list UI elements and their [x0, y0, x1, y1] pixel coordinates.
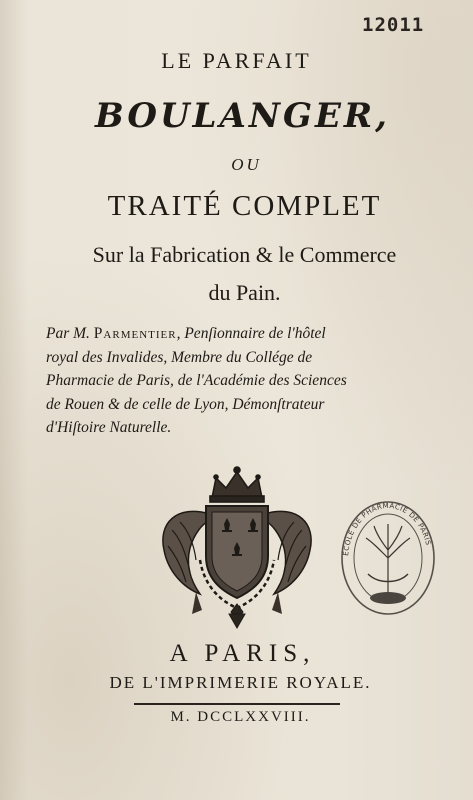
- title-line-1: LE PARFAIT: [161, 48, 312, 73]
- library-stamp-icon: [338, 498, 438, 618]
- author-name: Parmentier: [93, 325, 177, 342]
- title-line-3: TRAITÉ COMPLET: [107, 190, 382, 222]
- shelfmark-number: 12011: [362, 14, 425, 36]
- author-line-4: de Rouen & de celle de Lyon, Démonſtrateur: [46, 395, 325, 413]
- author-line-3: Pharmacie de Paris, de l'Académie des Sciences: [46, 372, 347, 389]
- imprint-date: M. DCCLXXVIII.: [170, 709, 311, 725]
- royal-coat-of-arms-icon: [156, 464, 318, 630]
- author-line-1: [46, 322, 426, 346]
- author-line-5: d'Hiſtoire Naturelle.: [46, 419, 172, 436]
- stamp-text: ECOLE DE PHARMACIE DE PARIS: [342, 501, 433, 557]
- author-prefix: Par M.: [46, 325, 94, 342]
- title-line-2: BOULANGER,: [94, 96, 391, 136]
- author-statement: [46, 322, 426, 440]
- imprint-printer: DE L'IMPRIMERIE ROYALE.: [109, 673, 372, 692]
- imprint-divider: [134, 703, 340, 705]
- subtitle-line-1: Sur la Fabrication & le Commerce: [92, 242, 397, 267]
- author-line-1-rest: , Penſionnaire de l'hôtel: [176, 325, 326, 342]
- author-line-2: royal des Invalides, Membre du Collége de: [46, 348, 313, 366]
- imprint-place: A PARIS,: [169, 640, 316, 667]
- title-conjunction: OU: [231, 155, 262, 174]
- subtitle-line-2: du Pain.: [208, 280, 281, 305]
